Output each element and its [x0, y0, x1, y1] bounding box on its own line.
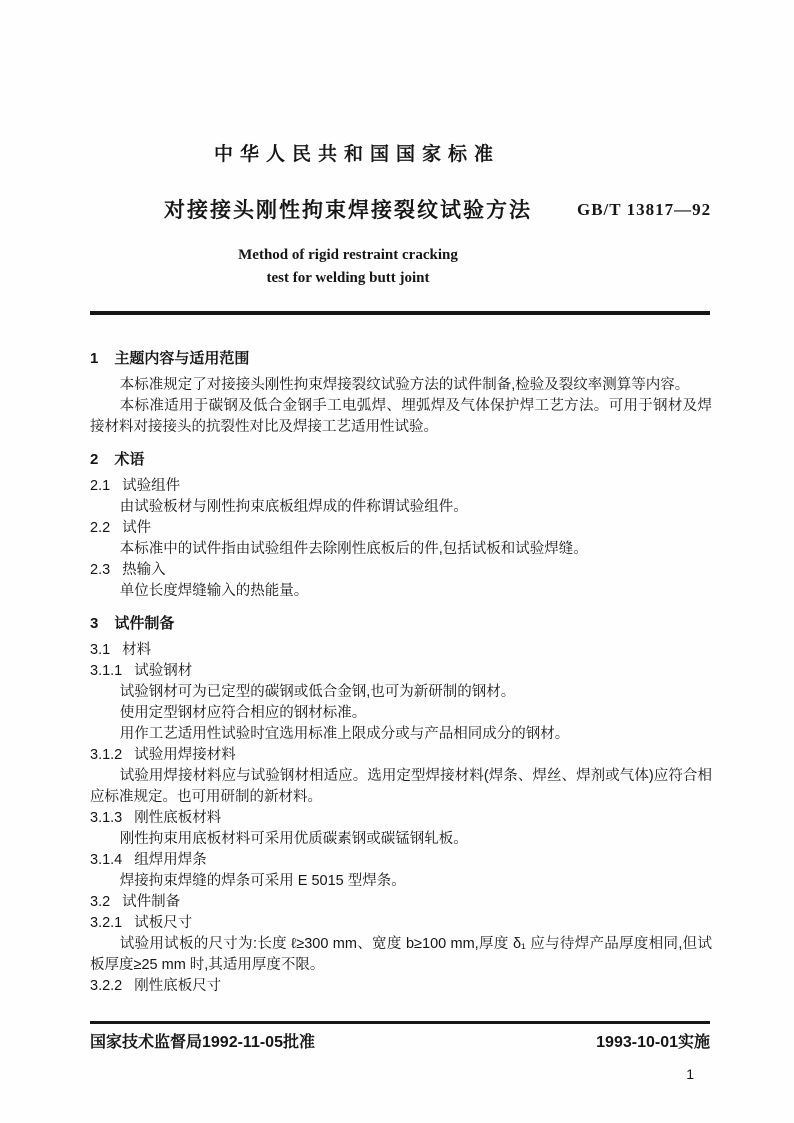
heading-text: 术语 — [114, 451, 145, 468]
document-title-english — [90, 244, 606, 290]
paragraph: 单位长度焊缝输入的热能量。 — [119, 583, 309, 599]
heading-text: 试件制备 — [114, 615, 175, 632]
header-divider — [90, 311, 710, 315]
approval-note: 国家技术监督局1992-11-05批准 — [90, 1034, 315, 1051]
heading-number: 2.2 — [90, 520, 111, 536]
footer-divider — [90, 1021, 710, 1024]
paragraph: 本标准规定了对接接头刚性拘束焊接裂纹试验方法的试件制备,检验及裂纹率测算等内容。 — [119, 377, 690, 393]
paragraph: 由试验板材与刚性拘束底板组焊成的件称谓试验组件。 — [119, 499, 468, 515]
heading-text: 试验组件 — [122, 478, 181, 494]
heading-number: 3.1.4 — [90, 852, 123, 868]
heading-text: 试板尺寸 — [134, 915, 193, 931]
heading-number: 2.3 — [90, 562, 111, 578]
paragraph: 使用定型钢材应符合相应的钢材标准。 — [119, 705, 367, 721]
heading-text: 试验用焊接材料 — [134, 747, 236, 763]
heading-text: 刚性底板尺寸 — [134, 978, 222, 994]
heading-number: 3 — [90, 615, 99, 632]
clause-heading — [90, 560, 712, 581]
section-heading — [90, 348, 712, 369]
footer — [90, 1029, 710, 1052]
section-heading — [90, 449, 712, 470]
heading-text: 材料 — [122, 642, 152, 658]
clause-heading — [90, 745, 712, 766]
title-english-line2: test for welding butt joint — [266, 270, 430, 286]
paragraph: 本标准适用于碳钢及低合金钢手工电弧焊、埋弧焊及气体保护焊工艺方法。可用于钢材及焊接材料对接接头的抗裂性对比及焊接工艺适用性试验。 — [90, 398, 712, 435]
heading-text: 试件制备 — [122, 894, 181, 910]
heading-number: 3.2.2 — [90, 978, 123, 994]
clause-heading — [90, 661, 712, 682]
paragraph: 试验用试板的尺寸为:长度 ℓ≥300 mm、宽度 b≥100 mm,厚度 δ₁ 应与待焊产品厚度相同,但试板厚度≥25 mm 时,其适用厚度不限。 — [90, 936, 712, 973]
clause-heading — [90, 476, 712, 497]
heading-number: 1 — [90, 350, 99, 367]
page-number: 1 — [686, 1066, 694, 1082]
title-english-line1: Method of rigid restraint cracking — [238, 247, 458, 263]
paragraph: 用作工艺适用性试验时宜选用标准上限成分或与产品相同成分的钢材。 — [119, 726, 570, 742]
heading-number: 2 — [90, 451, 99, 468]
implementation-note: 1993-10-01实施 — [596, 1034, 710, 1051]
paragraph: 试验用焊接材料应与试验钢材相适应。选用定型焊接材料(焊条、焊丝、焊剂或气体)应符合相应标准规定。也可用研制的新材料。 — [90, 768, 712, 805]
heading-text: 主题内容与适用范围 — [114, 350, 250, 367]
heading-number: 2.1 — [90, 478, 111, 494]
heading-number: 3.1.2 — [90, 747, 123, 763]
standard-number: GB/T 13817—92 — [577, 200, 712, 219]
document-body — [90, 337, 712, 997]
paragraph: 试验钢材可为已定型的碳钢或低合金钢,也可为新研制的钢材。 — [119, 684, 516, 700]
clause-heading — [90, 518, 712, 539]
heading-number: 3.1 — [90, 642, 111, 658]
clause-heading — [90, 976, 712, 997]
clause-heading — [90, 808, 712, 829]
clause-heading — [90, 640, 712, 661]
heading-number: 3.2.1 — [90, 915, 123, 931]
standard-label: 中华人民共和国国家标准 — [214, 144, 501, 165]
heading-text: 试验钢材 — [134, 663, 193, 679]
heading-text: 组焊用焊条 — [134, 852, 207, 868]
clause-heading — [90, 913, 712, 934]
clause-heading — [90, 850, 712, 871]
heading-number: 3.2 — [90, 894, 111, 910]
heading-text: 刚性底板材料 — [134, 810, 222, 826]
heading-number: 3.1.3 — [90, 810, 123, 826]
heading-number: 3.1.1 — [90, 663, 123, 679]
clause-heading — [90, 892, 712, 913]
heading-text: 热输入 — [122, 562, 166, 578]
section-heading — [90, 613, 712, 634]
heading-text: 试件 — [122, 520, 152, 536]
paragraph: 本标准中的试件指由试验组件去除刚性底板后的件,包括试板和试验焊缝。 — [119, 541, 588, 557]
paragraph: 刚性拘束用底板材料可采用优质碳素钢或碳锰钢轧板。 — [119, 831, 468, 847]
paragraph: 焊接拘束焊缝的焊条可采用 E 5015 型焊条。 — [119, 873, 406, 889]
document-title-chinese: 对接接头刚性拘束焊接裂纹试验方法 — [164, 199, 532, 222]
